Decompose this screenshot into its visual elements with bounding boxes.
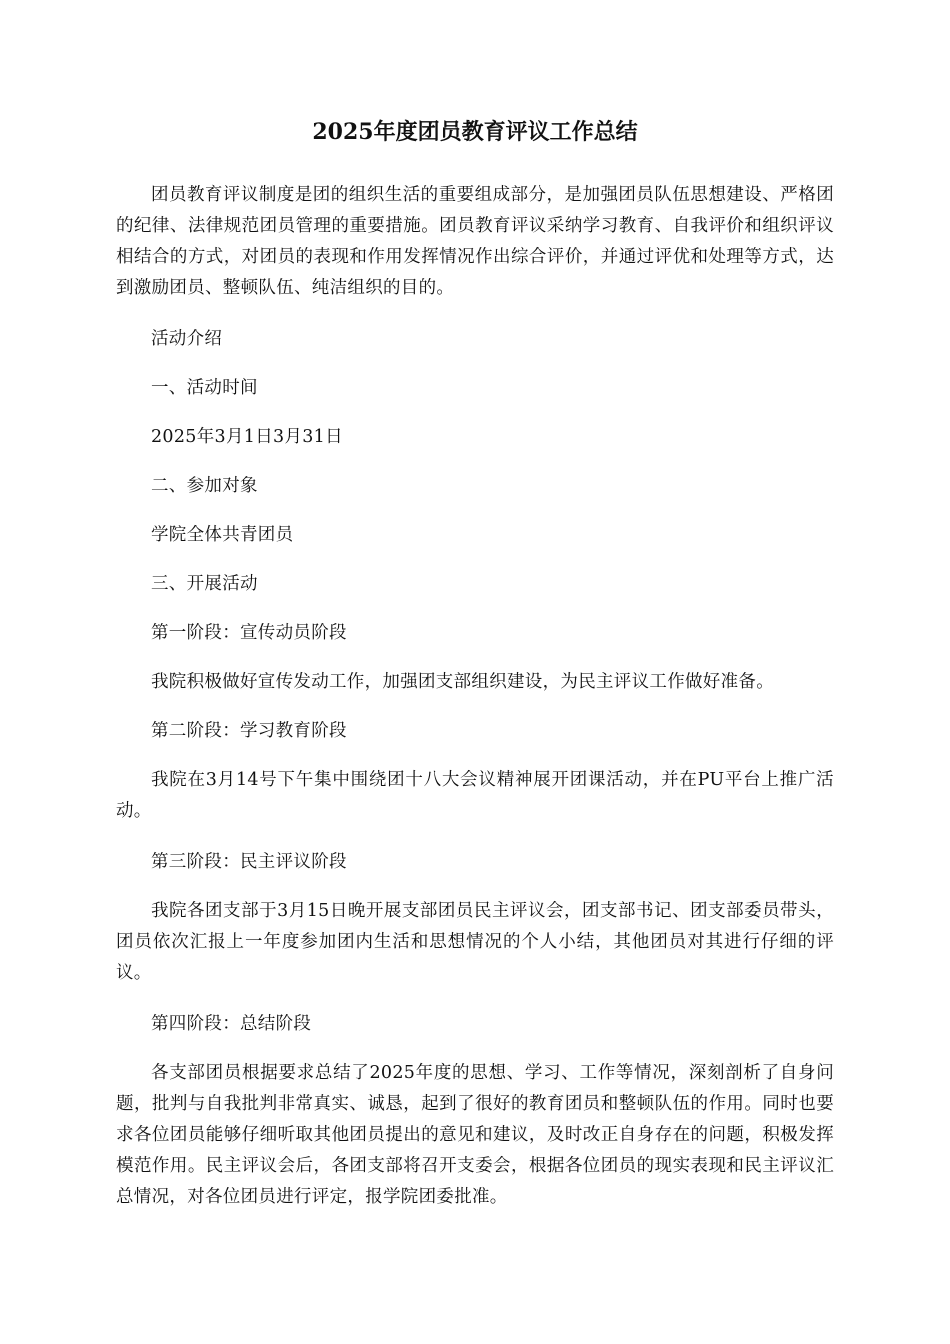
document-title: 2025年度团员教育评议工作总结: [312, 119, 638, 145]
stage-2-paragraph: 我院在3月14号下午集中围绕团十八大会议精神展开团课活动，并在PU平台上推广活动。: [116, 770, 834, 821]
document-body: [116, 180, 834, 1233]
stage-1-heading: 第一阶段：宣传动员阶段: [151, 623, 347, 643]
stage-3-heading: 第三阶段：民主评议阶段: [151, 852, 347, 872]
section-heading-activities: 三、开展活动: [151, 574, 258, 594]
stage-1-paragraph: 我院积极做好宣传发动工作，加强团支部组织建设，为民主评议工作做好准备。: [151, 672, 774, 692]
section-heading-activity-time: 一、活动时间: [151, 378, 258, 398]
stage-2-heading: 第二阶段：学习教育阶段: [151, 721, 347, 741]
stage-3-paragraph: 我院各团支部于3月15日晚开展支部团员民主评议会，团支部书记、团支部委员带头，团员依次汇报上一年度参加团内生活和思想情况的个人小结，其他团员对其进行仔细的评议。: [116, 901, 834, 983]
participants-value: 学院全体共青团员: [151, 525, 294, 545]
stage-4-heading: 第四阶段：总结阶段: [151, 1014, 312, 1034]
activity-time-value: 2025年3月1日3月31日: [151, 427, 343, 447]
section-heading-participants: 二、参加对象: [151, 476, 258, 496]
section-heading-activity-intro: 活动介绍: [151, 329, 223, 349]
intro-paragraph: 团员教育评议制度是团的组织生活的重要组成部分，是加强团员队伍思想建设、严格团的纪律、法律规范团员管理的重要措施。团员教育评议采纳学习教育、自我评价和组织评议相结合的方式，对团员的表现和作用发挥情况作出综合评价，并通过评优和处理等方式，达到激励团员、整顿队伍、纯洁组织的目的。: [116, 185, 834, 298]
stage-4-paragraph: 各支部团员根据要求总结了2025年度的思想、学习、工作等情况，深刻剖析了自身问题，批判与自我批判非常真实、诚恳，起到了很好的教育团员和整顿队伍的作用。同时也要求各位团员能够仔细听取其他团员提出的意见和建议，及时改正自身存在的问题，积极发挥模范作用。民主评议会后，各团支部将召开支委会，根据各位团员的现实表现和民主评议汇总情况，对各位团员进行评定，报学院团委批准。: [116, 1063, 834, 1207]
